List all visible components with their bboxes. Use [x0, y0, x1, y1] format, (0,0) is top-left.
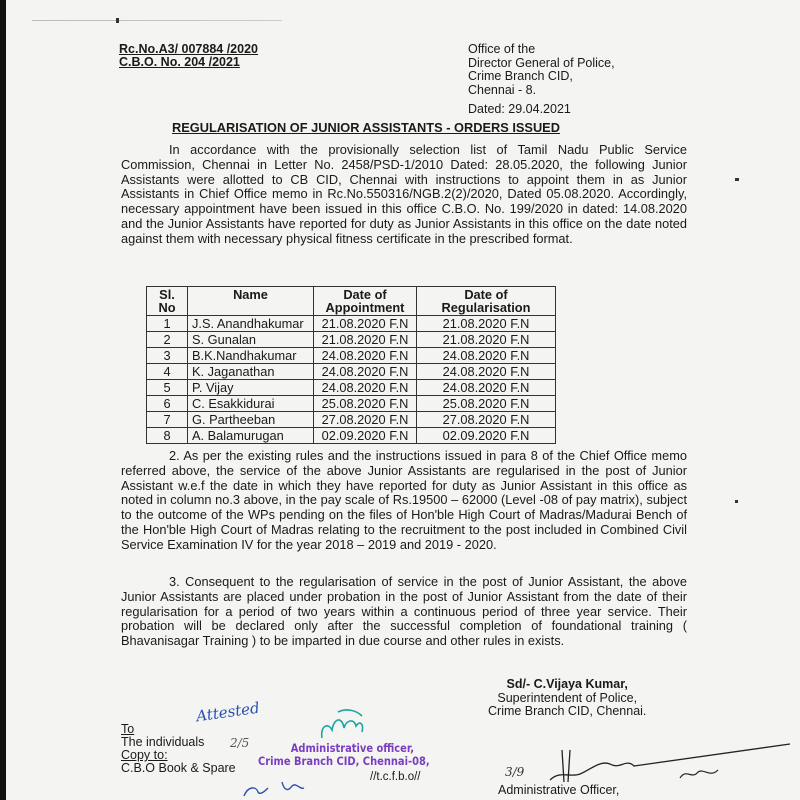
table-row: 8 A. Balamurugan 02.09.2020 F.N 02.09.2020 F.N [147, 428, 556, 444]
signature-block [488, 678, 646, 719]
reference-numbers [119, 43, 258, 69]
office-stamp [258, 742, 430, 768]
paragraph-3: 3. Consequent to the regularisation of service in the post of Junior Assistant, the above Junior Assistants are placed under probation in the post of Junior Assistant from the date of their regularisation for a period of two years within a continuous period of three year service. Their probation will be declared only after the successful completion of foundational training ( Bhavanisagar Training ) to be imparted in due course and other rules in exists. [121, 574, 687, 649]
rc-number: Rc.No.A3/ 007884 /2020 [119, 42, 258, 56]
office-line: Chennai - 8. [468, 82, 537, 97]
office-address [468, 43, 615, 97]
stamp-line-2: Crime Branch CID, Chennai-08, [258, 754, 430, 768]
signatory-designation: Superintendent of Police, [497, 690, 638, 705]
stamp-line-1: Administrative officer, [290, 741, 415, 755]
to-value: The individuals [121, 735, 205, 749]
table-row: 5 P. Vijay 24.08.2020 F.N 24.08.2020 F.N [147, 380, 556, 396]
date-line: Dated: 29.04.2021 [468, 102, 571, 116]
cbo-number: C.B.O. No. 204 /2021 [119, 55, 240, 69]
administrative-officer-label: Administrative Officer, [498, 783, 620, 797]
subject-heading: REGULARISATION OF JUNIOR ASSISTANTS - ORDERS ISSUED [172, 120, 560, 135]
office-line: Director General of Police, [468, 55, 615, 70]
to-label: To [121, 722, 135, 736]
scan-speck [116, 18, 119, 23]
office-line: Office of the [468, 42, 536, 56]
attested-handwriting: Attested [195, 698, 261, 726]
col-date-appointment: Date of Appointment [314, 287, 417, 316]
scan-artifact-line [32, 20, 282, 21]
col-name: Name [188, 287, 314, 316]
scan-speck [735, 500, 738, 503]
table-row: 2 S. Gunalan 21.08.2020 F.N 21.08.2020 F.N [147, 332, 556, 348]
col-date-regularisation: Date of Regularisation [417, 287, 556, 316]
junior-assistants-table [146, 286, 556, 444]
table-row: 4 K. Jaganathan 24.08.2020 F.N 24.08.2020 F.N [147, 364, 556, 380]
copy-to-value: C.B.O Book & Spare [121, 761, 236, 775]
tcfbo-note: //t.c.f.b.o// [370, 771, 421, 783]
table-header-row [147, 287, 556, 316]
margin-date: 3/9 [505, 765, 525, 779]
table-row: 1 J.S. Anandhakumar 21.08.2020 F.N 21.08.2020 F.N [147, 316, 556, 332]
scan-edge [0, 0, 6, 800]
scan-speck [735, 178, 739, 181]
office-line: Crime Branch CID, [468, 69, 573, 83]
table-row: 3 B.K.Nandhakumar 24.08.2020 F.N 24.08.2020 F.N [147, 348, 556, 364]
blue-initials-icon [240, 778, 310, 800]
table-row: 7 G. Partheeban 27.08.2020 F.N 27.08.2020 F.N [147, 412, 556, 428]
copy-to-label: Copy to: [121, 748, 168, 762]
officer-signature-icon [530, 730, 800, 790]
signatory-office: Crime Branch CID, Chennai. [488, 704, 647, 718]
paragraph-2: 2. As per the existing rules and the instructions issued in para 8 of the Chief Office memo referred above, the service of the above Junior Assistants are regularised in the post of Junior Assistant w.e.f the date in which they have reported for duty as Junior Assistant in this office as noted in column no.3 above, in the pay scale of Rs.19500 – 62000 (Level -08 of pay matrix), subject to the outcome of the WPs pending on the files of Hon'ble High Court of Madras/Madurai Bench of the Hon'ble High Court of Madras relating to the recruitment to the post included in Combined Civil Service Examination IV for the year 2018 – 2019 and 2019 - 2020. [121, 448, 687, 552]
attested-date: 2/5 [230, 736, 250, 750]
col-sl-no: Sl. No [147, 287, 188, 316]
paragraph-1: In accordance with the provisionally selection list of Tamil Nadu Public Service Commission, Chennai in Letter No. 2458/PSD-1/2010 Dated: 28.05.2020, the following Junior Assistants were allotted to CB CID, Chennai with instructions to appoint them in as Junior Assistants in Chief Office memo in Rc.No.550316/NGB.2(2)/2020, Dated 05.08.2020. Accordingly, necessary appointment have been issued in this office C.B.O. No. 199/2020 in dated: 14.08.2020 and the Junior Assistants have reported for duty as Junior Assistants in this office on the date noted against them with necessary physical fitness certificate in the prescribed format. [121, 142, 687, 246]
distribution-block [121, 723, 236, 775]
table-row: 6 C. Esakkidurai 25.08.2020 F.N 25.08.2020 F.N [147, 396, 556, 412]
signatory-name: Sd/- C.Vijaya Kumar, [506, 677, 628, 691]
